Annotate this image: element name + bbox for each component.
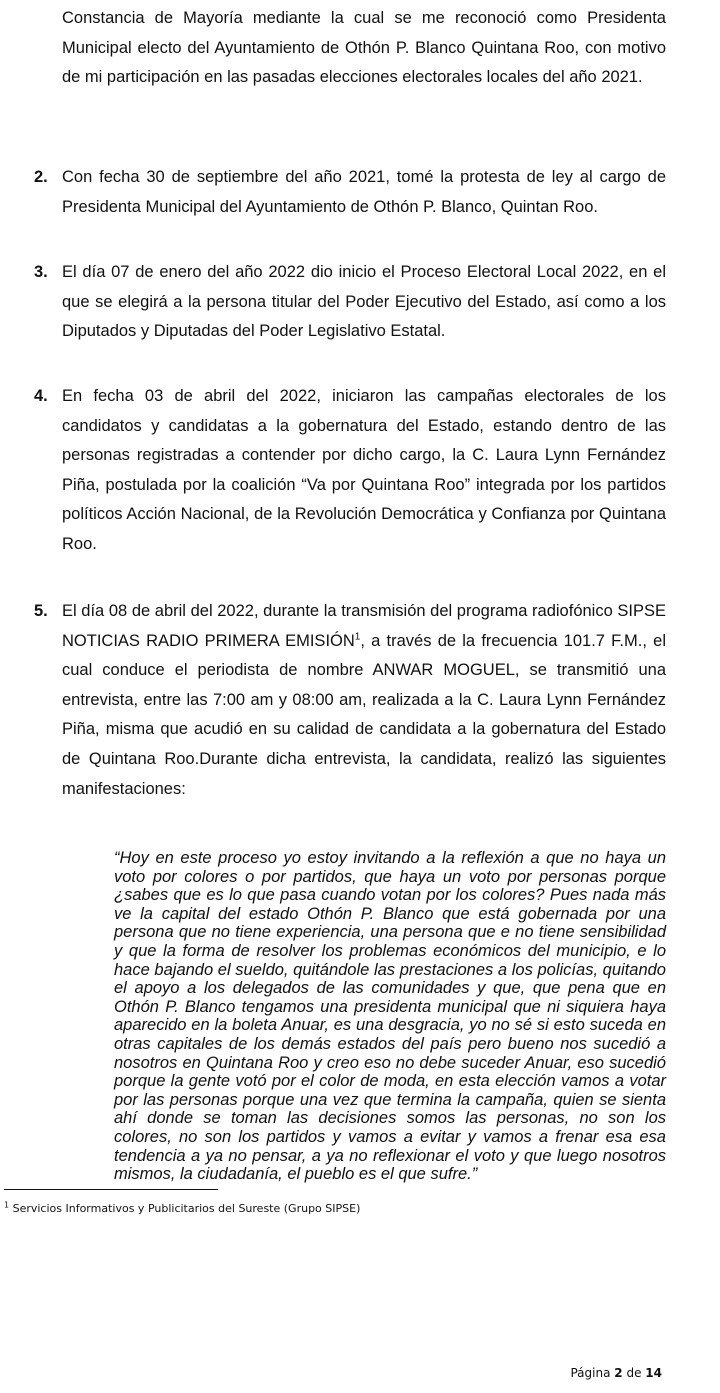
intro-paragraph: Constancia de Mayoría mediante la cual se me reconoció como Presidenta Municipal electo del Ayuntamiento de Othón P. Blanco Quintana Roo, con motivo de mi participación en las pasadas elecciones electorales locales del año 2021. bbox=[62, 9, 666, 87]
item-text: En fecha 03 de abril del 2022, iniciaron las campañas electorales de los candidatos y candidatas a la gobernatura del Estado, estando dentro de las personas registradas a contender por dicho cargo, la C. Laura Lynn Fernández Piña, postulada por la coalición “Va por Quintana Roo” integrada por los partidos políticos Acción Nacional, de la Revolución Democrática y Confianza por Quintana Roo. bbox=[62, 387, 666, 553]
item-number: 5. bbox=[34, 602, 48, 620]
item-text-before: El día 08 de abril del 2022, durante la transmisión del programa radiofónico SIPSE NOTICIAS RADIO PRIMERA EMISIÓN bbox=[62, 602, 666, 650]
page-number bbox=[570, 1366, 662, 1380]
footnote-divider bbox=[4, 1189, 218, 1190]
footnote bbox=[4, 1202, 360, 1216]
item-text: Con fecha 30 de septiembre del año 2021, tomé la protesta de ley al cargo de Presidenta Municipal del Ayuntamiento de Othón P. Blanco, Quintan Roo. bbox=[62, 168, 666, 216]
interview-quote: “Hoy en este proceso yo estoy invitando a la reflexión a que no haya un voto por colores o por partidos, que haya un voto por personas porque ¿sabes que es lo que pasa cuando votan por los colores? Pues nada más ve la capital del estado Othón P. Blanco que está gobernada por una persona que no tiene experiencia, una persona que e no tiene sensibilidad y que la forma de resolver los problemas económicos del municipio, e lo hace bajando el sueldo, quitándole las prestaciones a los policías, quitando el apoyo a los delegados de las comunidades y que, que pena que en Othón P. Blanco tengamos una presidenta municipal que ni siquiera haya aparecido en la boleta Anuar, es una desgracia, yo no sé si esto suceda en otras capitales de los demás estados del país pero bueno nos sucedió a nosotros en Quintana Roo y creo eso no debe suceder Anuar, eso sucedió porque la gente votó por el color de moda, en esta elección vamos a votar por las personas porque una vez que termina la campaña, quien se sienta ahí donde se toman las decisiones somos las personas, no son los colores, no son los partidos y vamos a evitar y vamos a frenar esa esa tendencia a ya no pensar, a ya no reflexionar el voto y que luego nosotros mismos, la ciudadanía, el pueblo es el que sufre.” bbox=[114, 849, 666, 1184]
page-current: 2 bbox=[614, 1366, 623, 1380]
list-item-4 bbox=[30, 382, 666, 560]
footnote-reference: 1 bbox=[354, 631, 361, 643]
item-number: 4. bbox=[34, 387, 48, 405]
item-number: 2. bbox=[34, 168, 48, 186]
list-item-2 bbox=[30, 163, 666, 222]
item-text-after: , a través de la frecuencia 101.7 F.M., el cual conduce el periodista de nombre ANWAR MOGUEL, se transmitió una entrevista, entre las 7:00 am y 08:00 am, realizada a la C. Laura Lynn Fernández Piña, misma que acudió en su calidad de candidata a la gobernatura del Estado de Quintana Roo.Durante dicha entrevista, la candidata, realizó las siguientes manifestaciones: bbox=[62, 631, 666, 798]
page-of-label: de bbox=[626, 1366, 642, 1380]
page-total: 14 bbox=[645, 1366, 662, 1380]
item-number: 3. bbox=[34, 263, 48, 281]
list-item-5 bbox=[30, 597, 666, 804]
list-item-3 bbox=[30, 258, 666, 347]
footnote-marker: 1 bbox=[4, 1200, 10, 1210]
page-label: Página bbox=[570, 1366, 611, 1380]
footnote-text: Servicios Informativos y Publicitarios del Sureste (Grupo SIPSE) bbox=[12, 1202, 361, 1215]
item-text: El día 07 de enero del año 2022 dio inicio el Proceso Electoral Local 2022, en el que se elegirá a la persona titular del Poder Ejecutivo del Estado, así como a los Diputados y Diputadas del Poder Legislativo Estatal. bbox=[62, 263, 666, 341]
item-text bbox=[62, 597, 666, 804]
